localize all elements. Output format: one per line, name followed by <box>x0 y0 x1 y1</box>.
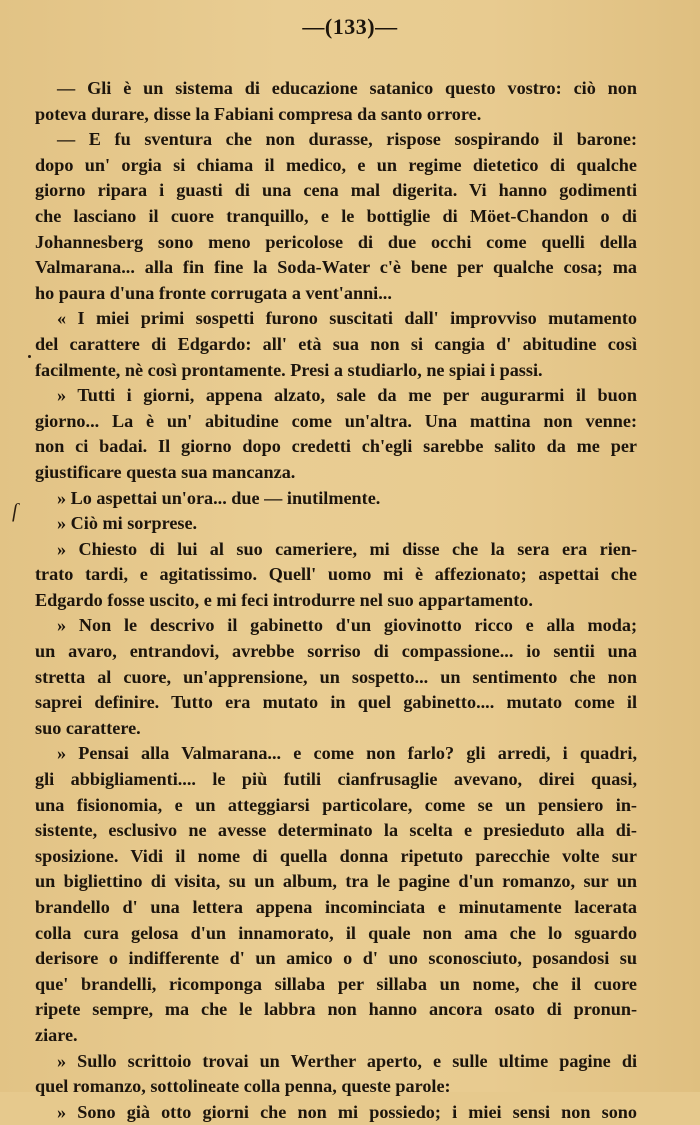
text-line: sposizione. Vidi il nome di quella donna ripetuto parecchie volte sur <box>35 845 637 866</box>
text-line: facilmente, nè così prontamente. Presi a studiarlo, ne spiai i passi. <box>35 359 543 380</box>
text-line: non ci badai. Il giorno dopo credetti ch'egli sarebbe salito da me per <box>35 436 637 457</box>
text-line: stretta al cuore, un'apprensione, un sospetto... un sentimento che non <box>35 666 637 687</box>
text-line: gli abbigliamenti.... le più futili cianfrusaglie avevano, direi quasi, <box>35 769 637 790</box>
text-line: » Pensai alla Valmarana... e come non farlo? gli arredi, i quadri, <box>57 743 637 764</box>
text-line: trato tardi, e agitatissimo. Quell' uomo mi è affezionato; aspettai che <box>35 564 637 585</box>
text-line: » Sullo scrittoio trovai un Werther aperto, e sulle ultime pagine di <box>57 1050 637 1071</box>
text-line: che lasciano il cuore tranquillo, e le bottiglie di Möet-Chandon o di <box>35 205 637 226</box>
body-text <box>35 76 637 1125</box>
text-line: » Lo aspettai un'ora... due — inutilmente. <box>57 487 381 508</box>
text-line: un avaro, entrandovi, avrebbe sorriso di compassione... io sentii una <box>35 641 637 662</box>
text-line: ziare. <box>35 1024 78 1045</box>
text-line: » Sono già otto giorni che non mi possiedo; i miei sensi non sono <box>57 1101 637 1122</box>
text-line: giorno... La è un' abitudine come un'altra. Una mattina non venne: <box>35 410 637 431</box>
page-number: —(133)— <box>302 14 398 39</box>
text-line: » Chiesto di lui al suo cameriere, mi disse che la sera era rien- <box>57 538 637 559</box>
text-line: saprei definire. Tutto era mutato in quel gabinetto.... mutato come il <box>35 692 637 713</box>
text-line: Edgardo fosse uscito, e mi feci introdurre nel suo appartamento. <box>35 589 533 610</box>
text-line: brandello d' una lettera appena incominciata e minutamente lacerata <box>35 897 637 917</box>
text-line: poteva durare, disse la Fabiani compresa da santo orrore. <box>35 103 482 124</box>
text-line: un bigliettino di visita, su un album, tra le pagine d'un romanzo, sur un <box>35 871 637 892</box>
text-line: colla cura gelosa d'un innamorato, il quale non ama che lo sguardo <box>35 922 637 943</box>
text-line: sistente, esclusivo ne avesse determinato la scelta e presieduto alla di- <box>35 820 637 841</box>
text-line: suo carattere. <box>35 717 141 738</box>
text-line: ripete sempre, ma che le labbra non hanno ancora osato di pronun- <box>35 999 637 1020</box>
text-line: del carattere di Edgardo: all' età sua non si cangia d' abitudine così <box>35 333 637 354</box>
text-line: giustificare questa sua mancanza. <box>35 461 296 482</box>
text-line: — Gli è un sistema di educazione satanico questo vostro: ciò non <box>57 78 637 98</box>
text-line: ho paura d'una fronte corrugata a vent'anni... <box>35 282 392 303</box>
text-line: dopo un' orgia si chiama il medico, e un regime dietetico di qualche <box>35 154 637 175</box>
text-line: quel romanzo, sottolineate colla penna, queste parole: <box>35 1076 451 1097</box>
text-line: — E fu sventura che non durasse, rispose sospirando il barone: <box>57 129 637 150</box>
text-line: una fisionomia, e un atteggiarsi particolare, come se un pensiero in- <box>35 794 637 815</box>
text-line: Johannesberg sono meno pericolose di due occhi come quelli della <box>35 231 637 252</box>
text-line: » Non le descrivo il gabinetto d'un giovinotto ricco e alla moda; <box>57 615 637 636</box>
ink-speck <box>28 355 31 358</box>
text-line: giorno ripara i guasti di una cena mal digerita. Vi hanno godimenti <box>35 180 637 201</box>
text-line: que' brandelli, ricomponga sillaba per sillaba un nome, che il cuore <box>35 973 637 994</box>
text-line: derisore o indifferente d' un amico o d' uno sconosciuto, posandosi su <box>35 948 637 969</box>
text-line: Valmarana... alla fin fine la Soda-Water c'è bene per qualche cosa; ma <box>35 257 637 278</box>
text-line: « I miei primi sospetti furono suscitati dall' improvviso mutamento <box>57 308 637 329</box>
margin-pencil-mark: ſ <box>12 500 18 522</box>
text-line: » Ciò mi sorprese. <box>57 513 198 534</box>
text-line: » Tutti i giorni, appena alzato, sale da me per augurarmi il buon <box>57 385 637 406</box>
